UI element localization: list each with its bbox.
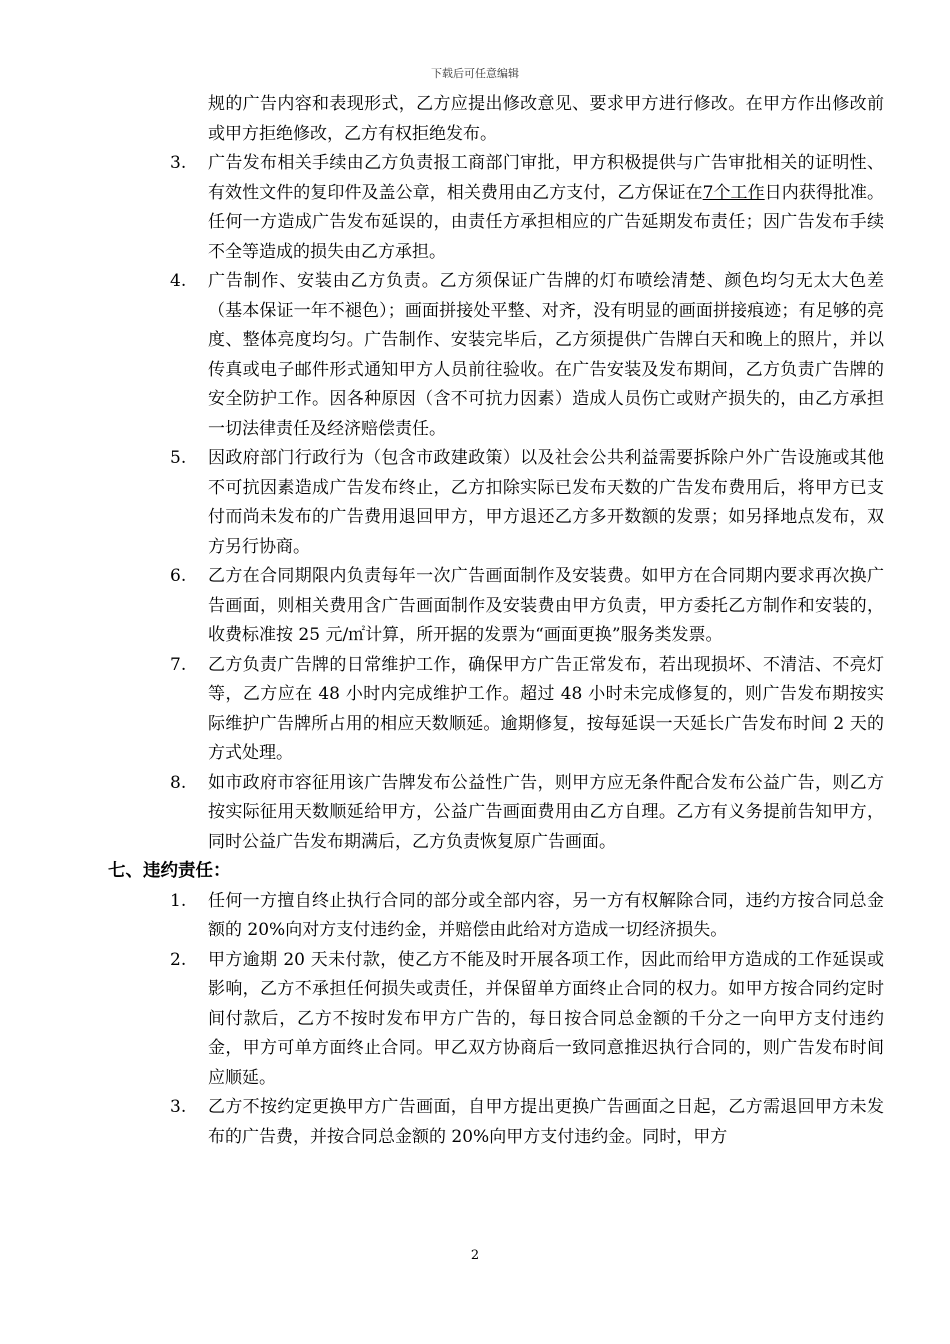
continuation-paragraph: 规的广告内容和表现形式，乙方应提出修改意见、要求甲方进行修改。在甲方作出修改前或甲方拒绝修改，乙方有权拒绝发布。	[208, 94, 884, 144]
clause-text: 广告制作、安装由乙方负责。乙方须保证广告牌的灯布喷绘清楚、颜色均匀无太大色差（基本保证一年不褪色）；画面拼接处平整、对齐，没有明显的画面拼接痕迹；有足够的亮度、整体亮度均匀。广告制作、安装完毕后，乙方须提供广告牌白天和晚上的照片，并以传真或电子邮件形式通知甲方人员前往验收。在广告安装及发布期间，乙方负责广告牌的安全防护工作。因各种原因（含不可抗力因素）造成人员伤亡或财产损失的，由乙方承担一切法律责任及经济赔偿责任。	[208, 271, 884, 439]
clause-item	[108, 149, 884, 267]
clause-text: 因政府部门行政行为（包含市政建政策）以及社会公共利益需要拆除户外广告设施或其他不可抗因素造成广告发布终止，乙方扣除实际已发布天数的广告发布费用后，将甲方已支付而尚未发布的广告费用退回甲方，甲方退还乙方多开数额的发票；如另择地点发布，双方另行协商。	[208, 448, 884, 557]
clause-number: 2.	[170, 949, 187, 970]
clause-text: 甲方逾期 20 天未付款，使乙方不能及时开展各项工作，因此而给甲方造成的工作延误或影响，乙方不承担任何损失或责任，并保留单方面终止合同的权力。如甲方按合同约定时间付款后，乙方不按时发布甲方广告的，每日按合同总金额的千分之一向甲方支付违约金，甲方可单方面终止合同。甲乙双方协商后一致同意推迟执行合同的，则广告发布时间应顺延。	[208, 949, 884, 1088]
section-heading: 七、违约责任：	[108, 861, 231, 881]
clause-underlined-text: 7个工作	[702, 182, 765, 203]
clause-text: 任何一方擅自终止执行合同的部分或全部内容，另一方有权解除合同，违约方按合同总金额的 20%向对方支付违约金，并赔偿由此给对方造成一切经济损失。	[208, 890, 884, 940]
clause-item	[108, 562, 884, 651]
clause-number: 8.	[170, 772, 187, 793]
clause-text: 如市政府市容征用该广告牌发布公益性广告，则甲方应无条件配合发布公益广告，则乙方按实际征用天数顺延给甲方，公益广告画面费用由乙方自理。乙方有义务提前告知甲方，同时公益广告发布期满后，乙方负责恢复原广告画面。	[208, 772, 884, 852]
clause-text: 日内获得批准。任何一方造成广告发布延误的，由责任方承担相应的广告延期发布责任；因广告发布手续不全等造成的损失由乙方承担。	[208, 182, 885, 262]
page-number: 2	[470, 1248, 480, 1263]
clause-number: 4.	[170, 271, 187, 291]
clause-number: 6.	[170, 566, 187, 586]
clause-number: 7.	[170, 654, 187, 675]
clause-item	[108, 887, 884, 946]
clause-number: 3.	[170, 1097, 187, 1117]
clause-text: 乙方在合同期限内负责每年一次广告画面制作及安装费。如甲方在合同期内要求再次换广告画面，则相关费用含广告画面制作及安装费由甲方负责，甲方委托乙方制作和安装的，收费标准按 25 元/㎡计算，所开据的发票为“画面更换”服务类发票。	[208, 566, 884, 645]
page-header: 下载后可任意编辑	[431, 67, 519, 80]
clause-item	[108, 651, 884, 769]
clause-text: 乙方负责广告牌的日常维护工作，确保甲方广告正常发布，若出现损坏、不清洁、不亮灯等，乙方应在 48 小时内完成维护工作。超过 48 小时未完成修复的，则广告发布期按实际维护广告牌所占用的相应天数顺延。逾期修复，按每延误一天延长广告发布时间 2 天的方式处理。	[208, 654, 884, 763]
clause-text: 乙方不按约定更换甲方广告画面，自甲方提出更换广告画面之日起，乙方需退回甲方未发布的广告费，并按合同总金额的 20%向甲方支付违约金。同时，甲方	[208, 1097, 884, 1147]
clause-item	[108, 946, 884, 1094]
clause-item	[108, 267, 884, 444]
clause-item	[108, 1093, 884, 1152]
clause-number: 1.	[170, 890, 187, 911]
clause-text: 广告发布相关手续由乙方负责报工商部门审批，甲方积极提供与广告审批相关的证明性、有效性文件的复印件及盖公章，相关费用由乙方支付，乙方保证在	[208, 153, 884, 203]
clause-number: 5.	[170, 448, 187, 468]
document-body	[108, 90, 884, 1152]
clause-number: 3.	[170, 153, 187, 173]
clause-item	[108, 444, 884, 562]
clause-item	[108, 769, 884, 858]
